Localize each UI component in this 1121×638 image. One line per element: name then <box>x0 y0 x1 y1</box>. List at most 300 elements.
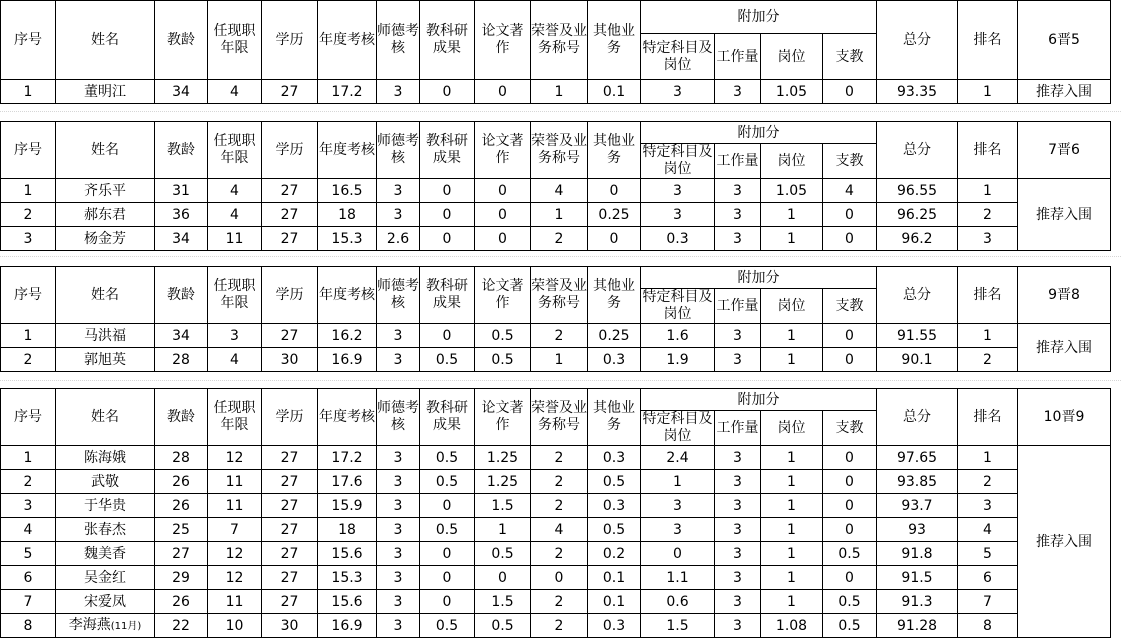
cell-seq[interactable]: 8 <box>1 614 56 638</box>
cell-teaching-years[interactable]: 29 <box>155 566 208 590</box>
cell-position-years[interactable]: 12 <box>208 542 262 566</box>
cell-other[interactable]: 0.3 <box>588 494 641 518</box>
cell-papers[interactable]: 1.25 <box>475 470 531 494</box>
cell-bonus-post[interactable]: 1.05 <box>761 179 823 203</box>
cell-education[interactable]: 27 <box>262 227 318 251</box>
header-bonus-support[interactable]: 支教 <box>823 411 877 446</box>
header-ethics-review[interactable]: 师德考核 <box>377 1 420 80</box>
cell-education[interactable]: 27 <box>262 590 318 614</box>
header-seq[interactable]: 序号 <box>1 122 56 179</box>
cell-total[interactable]: 97.65 <box>877 446 958 470</box>
header-papers[interactable]: 论文著作 <box>475 267 531 324</box>
cell-bonus-workload[interactable]: 3 <box>715 542 761 566</box>
cell-bonus-post[interactable]: 1 <box>761 446 823 470</box>
cell-other[interactable]: 0.3 <box>588 348 641 372</box>
cell-total[interactable]: 91.5 <box>877 566 958 590</box>
cell-papers[interactable]: 0.5 <box>475 324 531 348</box>
cell-total[interactable]: 93.7 <box>877 494 958 518</box>
header-bonus-support[interactable]: 支教 <box>823 289 877 324</box>
header-annual-review[interactable]: 年度考核 <box>318 122 377 179</box>
cell-teaching-years[interactable]: 31 <box>155 179 208 203</box>
cell-other[interactable]: 0.25 <box>588 203 641 227</box>
cell-annual-review[interactable]: 16.2 <box>318 324 377 348</box>
cell-honors[interactable]: 1 <box>531 203 588 227</box>
header-honors[interactable]: 荣誉及业务称号 <box>531 122 588 179</box>
cell-research[interactable]: 0 <box>420 590 475 614</box>
cell-bonus-subject[interactable]: 3 <box>641 203 715 227</box>
cell-rank[interactable]: 3 <box>958 227 1018 251</box>
cell-bonus-workload[interactable]: 3 <box>715 324 761 348</box>
cell-rank[interactable]: 6 <box>958 566 1018 590</box>
cell-position-years[interactable]: 12 <box>208 566 262 590</box>
header-bonus-subject[interactable]: 特定科目及岗位 <box>642 289 713 322</box>
cell-name[interactable] <box>56 80 155 104</box>
cell-seq[interactable]: 3 <box>1 494 56 518</box>
cell-annual-review[interactable]: 17.6 <box>318 470 377 494</box>
cell-bonus-workload[interactable]: 3 <box>715 227 761 251</box>
cell-other[interactable]: 0.3 <box>588 614 641 638</box>
cell-name[interactable] <box>56 566 155 590</box>
cell-annual-review[interactable]: 17.2 <box>318 446 377 470</box>
cell-bonus-post[interactable]: 1 <box>761 590 823 614</box>
recommend-note[interactable]: 推荐入围 <box>1018 80 1111 104</box>
cell-research[interactable]: 0 <box>420 324 475 348</box>
cell-bonus-workload[interactable]: 3 <box>715 494 761 518</box>
cell-honors[interactable]: 1 <box>531 348 588 372</box>
cell-teaching-years[interactable]: 26 <box>155 494 208 518</box>
cell-education[interactable]: 27 <box>262 179 318 203</box>
header-papers[interactable]: 论文著作 <box>475 389 531 446</box>
header-position-years[interactable]: 任现职年限 <box>208 122 262 179</box>
cell-papers[interactable]: 1.5 <box>475 494 531 518</box>
header-education[interactable]: 学历 <box>262 122 318 179</box>
cell-education[interactable]: 27 <box>262 324 318 348</box>
cell-papers[interactable]: 1.25 <box>475 446 531 470</box>
cell-name[interactable] <box>56 324 155 348</box>
header-teaching-years[interactable]: 教龄 <box>155 122 208 179</box>
cell-name[interactable] <box>56 590 155 614</box>
cell-bonus-subject[interactable]: 3 <box>641 518 715 542</box>
cell-research[interactable]: 0.5 <box>420 446 475 470</box>
cell-bonus-support[interactable]: 0 <box>823 80 877 104</box>
header-research[interactable]: 教科研成果 <box>420 389 475 446</box>
header-papers[interactable]: 论文著作 <box>475 1 531 80</box>
header-other[interactable]: 其他业务 <box>588 122 641 179</box>
cell-honors[interactable]: 0 <box>531 566 588 590</box>
cell-annual-review[interactable]: 15.6 <box>318 590 377 614</box>
cell-teaching-years[interactable]: 22 <box>155 614 208 638</box>
cell-research[interactable]: 0.5 <box>420 470 475 494</box>
cell-name[interactable] <box>56 179 155 203</box>
cell-name[interactable] <box>56 494 155 518</box>
cell-papers[interactable]: 0 <box>475 566 531 590</box>
cell-bonus-subject[interactable]: 1.6 <box>641 324 715 348</box>
cell-rank[interactable]: 2 <box>958 470 1018 494</box>
cell-ethics-review[interactable]: 3 <box>377 590 420 614</box>
header-bonus-subject[interactable]: 特定科目及岗位 <box>641 34 715 80</box>
header-education[interactable]: 学历 <box>262 1 318 80</box>
cell-annual-review[interactable]: 17.2 <box>318 80 377 104</box>
cell-teaching-years[interactable]: 26 <box>155 590 208 614</box>
cell-papers[interactable]: 0 <box>475 80 531 104</box>
cell-seq[interactable]: 1 <box>1 179 56 203</box>
cell-bonus-subject[interactable]: 1.9 <box>641 348 715 372</box>
cell-teaching-years[interactable]: 28 <box>155 348 208 372</box>
cell-research[interactable]: 0.5 <box>420 614 475 638</box>
cell-position-years[interactable]: 11 <box>208 590 262 614</box>
cell-ethics-review[interactable]: 3 <box>377 348 420 372</box>
cell-total[interactable]: 91.28 <box>877 614 958 638</box>
cell-honors[interactable]: 2 <box>531 494 588 518</box>
cell-honors[interactable]: 2 <box>531 470 588 494</box>
recommend-note[interactable]: 推荐入围 <box>1018 446 1111 638</box>
cell-ethics-review[interactable]: 3 <box>377 470 420 494</box>
cell-education[interactable]: 27 <box>262 470 318 494</box>
header-bonus-workload[interactable]: 工作量 <box>715 144 761 179</box>
quota-label[interactable]: 9晋8 <box>1018 267 1111 324</box>
quota-label[interactable]: 10晋9 <box>1018 389 1111 446</box>
cell-bonus-workload[interactable]: 3 <box>715 179 761 203</box>
header-name[interactable]: 姓名 <box>56 1 155 80</box>
cell-bonus-support[interactable]: 0 <box>823 470 877 494</box>
cell-honors[interactable]: 4 <box>531 518 588 542</box>
header-annual-review[interactable]: 年度考核 <box>318 389 377 446</box>
cell-bonus-post[interactable]: 1 <box>761 494 823 518</box>
cell-research[interactable]: 0.5 <box>420 348 475 372</box>
header-honors[interactable]: 荣誉及业务称号 <box>531 1 588 80</box>
header-research[interactable]: 教科研成果 <box>420 267 475 324</box>
cell-bonus-support[interactable]: 0.5 <box>823 542 877 566</box>
cell-honors[interactable]: 2 <box>531 227 588 251</box>
cell-position-years[interactable]: 11 <box>208 494 262 518</box>
cell-seq[interactable]: 7 <box>1 590 56 614</box>
cell-annual-review[interactable]: 16.9 <box>318 614 377 638</box>
header-annual-review[interactable]: 年度考核 <box>318 267 377 324</box>
header-bonus-post[interactable]: 岗位 <box>761 34 823 80</box>
cell-research[interactable]: 0.5 <box>420 518 475 542</box>
header-other[interactable]: 其他业务 <box>588 389 641 446</box>
cell-bonus-workload[interactable]: 3 <box>715 470 761 494</box>
cell-position-years[interactable]: 12 <box>208 446 262 470</box>
cell-bonus-subject[interactable]: 0.6 <box>641 590 715 614</box>
header-total[interactable]: 总分 <box>877 122 958 179</box>
header-papers[interactable]: 论文著作 <box>475 122 531 179</box>
cell-research[interactable]: 0 <box>420 80 475 104</box>
cell-bonus-support[interactable]: 0 <box>823 227 877 251</box>
cell-papers[interactable]: 0.5 <box>475 614 531 638</box>
cell-name[interactable] <box>56 348 155 372</box>
cell-bonus-subject[interactable]: 3 <box>641 80 715 104</box>
cell-rank[interactable]: 1 <box>958 324 1018 348</box>
cell-total[interactable]: 93.85 <box>877 470 958 494</box>
cell-position-years[interactable]: 4 <box>208 80 262 104</box>
cell-position-years[interactable]: 7 <box>208 518 262 542</box>
cell-teaching-years[interactable]: 34 <box>155 324 208 348</box>
cell-position-years[interactable]: 4 <box>208 348 262 372</box>
header-other[interactable]: 其他业务 <box>588 267 641 324</box>
cell-total[interactable]: 96.2 <box>877 227 958 251</box>
cell-bonus-post[interactable]: 1 <box>761 470 823 494</box>
cell-papers[interactable]: 1 <box>475 518 531 542</box>
header-seq[interactable]: 序号 <box>1 267 56 324</box>
cell-education[interactable]: 27 <box>262 542 318 566</box>
cell-annual-review[interactable]: 18 <box>318 203 377 227</box>
cell-name[interactable] <box>56 614 155 638</box>
cell-bonus-support[interactable]: 0 <box>823 566 877 590</box>
header-rank[interactable]: 排名 <box>958 122 1018 179</box>
cell-papers[interactable]: 0 <box>475 227 531 251</box>
header-education[interactable]: 学历 <box>262 267 318 324</box>
header-honors[interactable]: 荣誉及业务称号 <box>531 267 588 324</box>
header-name[interactable]: 姓名 <box>56 389 155 446</box>
cell-name[interactable] <box>56 203 155 227</box>
header-bonus-group[interactable]: 附加分 <box>641 122 877 144</box>
cell-other[interactable]: 0.1 <box>588 80 641 104</box>
cell-honors[interactable]: 2 <box>531 542 588 566</box>
cell-seq[interactable]: 4 <box>1 518 56 542</box>
header-bonus-group[interactable]: 附加分 <box>641 1 877 34</box>
cell-bonus-post[interactable]: 1 <box>761 518 823 542</box>
cell-bonus-support[interactable]: 0 <box>823 494 877 518</box>
cell-ethics-review[interactable]: 3 <box>377 494 420 518</box>
cell-rank[interactable]: 1 <box>958 80 1018 104</box>
cell-research[interactable]: 0 <box>420 203 475 227</box>
cell-ethics-review[interactable]: 3 <box>377 566 420 590</box>
cell-bonus-post[interactable]: 1 <box>761 566 823 590</box>
cell-education[interactable]: 27 <box>262 566 318 590</box>
cell-bonus-subject[interactable]: 2.4 <box>641 446 715 470</box>
cell-other[interactable]: 0.1 <box>588 566 641 590</box>
header-name[interactable]: 姓名 <box>56 267 155 324</box>
cell-seq[interactable]: 1 <box>1 324 56 348</box>
cell-bonus-workload[interactable]: 3 <box>715 348 761 372</box>
cell-other[interactable]: 0.5 <box>588 470 641 494</box>
header-bonus-workload[interactable]: 工作量 <box>715 289 761 324</box>
header-rank[interactable]: 排名 <box>958 389 1018 446</box>
cell-bonus-post[interactable]: 1 <box>761 348 823 372</box>
cell-bonus-post[interactable]: 1 <box>761 324 823 348</box>
recommend-note[interactable]: 推荐入围 <box>1018 324 1111 372</box>
cell-bonus-workload[interactable]: 3 <box>715 518 761 542</box>
cell-bonus-workload[interactable]: 3 <box>715 566 761 590</box>
cell-papers[interactable]: 0.5 <box>475 542 531 566</box>
recommend-note[interactable]: 推荐入围 <box>1018 179 1111 251</box>
cell-teaching-years[interactable]: 34 <box>155 227 208 251</box>
cell-bonus-subject[interactable]: 3 <box>641 179 715 203</box>
header-position-years[interactable]: 任现职年限 <box>208 267 262 324</box>
header-bonus-subject[interactable]: 特定科目及岗位 <box>642 144 713 177</box>
cell-rank[interactable]: 4 <box>958 518 1018 542</box>
cell-seq[interactable]: 1 <box>1 446 56 470</box>
cell-honors[interactable]: 2 <box>531 446 588 470</box>
header-teaching-years[interactable]: 教龄 <box>155 267 208 324</box>
cell-teaching-years[interactable]: 34 <box>155 80 208 104</box>
header-name[interactable]: 姓名 <box>56 122 155 179</box>
cell-name[interactable] <box>56 470 155 494</box>
header-rank[interactable]: 排名 <box>958 1 1018 80</box>
cell-bonus-workload[interactable]: 3 <box>715 590 761 614</box>
cell-name[interactable] <box>56 542 155 566</box>
cell-research[interactable]: 0 <box>420 179 475 203</box>
header-teaching-years[interactable]: 教龄 <box>155 1 208 80</box>
cell-education[interactable]: 30 <box>262 614 318 638</box>
cell-honors[interactable]: 1 <box>531 80 588 104</box>
cell-seq[interactable]: 5 <box>1 542 56 566</box>
header-position-years[interactable]: 任现职年限 <box>208 389 262 446</box>
cell-bonus-support[interactable]: 0 <box>823 518 877 542</box>
cell-bonus-support[interactable]: 0 <box>823 348 877 372</box>
header-bonus-post[interactable]: 岗位 <box>761 144 823 179</box>
cell-other[interactable]: 0.3 <box>588 446 641 470</box>
cell-teaching-years[interactable]: 27 <box>155 542 208 566</box>
header-bonus-group[interactable]: 附加分 <box>641 389 877 411</box>
cell-bonus-subject[interactable]: 0.3 <box>641 227 715 251</box>
cell-bonus-subject[interactable]: 3 <box>641 494 715 518</box>
cell-bonus-support[interactable]: 0 <box>823 446 877 470</box>
header-bonus-subject[interactable]: 特定科目及岗位 <box>642 411 713 444</box>
cell-ethics-review[interactable]: 3 <box>377 203 420 227</box>
cell-annual-review[interactable]: 16.5 <box>318 179 377 203</box>
cell-ethics-review[interactable]: 3 <box>377 518 420 542</box>
cell-seq[interactable]: 2 <box>1 470 56 494</box>
cell-annual-review[interactable]: 15.3 <box>318 566 377 590</box>
cell-education[interactable]: 27 <box>262 518 318 542</box>
cell-papers[interactable]: 0 <box>475 179 531 203</box>
cell-education[interactable]: 30 <box>262 348 318 372</box>
cell-ethics-review[interactable]: 3 <box>377 324 420 348</box>
cell-bonus-workload[interactable]: 3 <box>715 446 761 470</box>
cell-total[interactable]: 96.25 <box>877 203 958 227</box>
cell-bonus-post[interactable]: 1.05 <box>761 80 823 104</box>
cell-bonus-subject[interactable]: 0 <box>641 542 715 566</box>
cell-research[interactable]: 0 <box>420 227 475 251</box>
cell-total[interactable]: 90.1 <box>877 348 958 372</box>
cell-rank[interactable]: 1 <box>958 446 1018 470</box>
cell-bonus-support[interactable]: 0.5 <box>823 614 877 638</box>
cell-rank[interactable]: 7 <box>958 590 1018 614</box>
cell-bonus-support[interactable]: 0 <box>823 324 877 348</box>
header-research[interactable]: 教科研成果 <box>420 122 475 179</box>
cell-position-years[interactable]: 4 <box>208 179 262 203</box>
cell-honors[interactable]: 2 <box>531 324 588 348</box>
cell-ethics-review[interactable]: 3 <box>377 446 420 470</box>
cell-annual-review[interactable]: 15.6 <box>318 542 377 566</box>
cell-education[interactable]: 27 <box>262 203 318 227</box>
cell-other[interactable]: 0.1 <box>588 590 641 614</box>
cell-rank[interactable]: 2 <box>958 203 1018 227</box>
cell-annual-review[interactable]: 15.9 <box>318 494 377 518</box>
header-ethics-review[interactable]: 师德考核 <box>377 267 420 324</box>
cell-seq[interactable]: 6 <box>1 566 56 590</box>
cell-bonus-workload[interactable]: 3 <box>715 203 761 227</box>
cell-total[interactable]: 91.55 <box>877 324 958 348</box>
header-bonus-support[interactable]: 支教 <box>823 144 877 179</box>
cell-other[interactable]: 0.5 <box>588 518 641 542</box>
header-bonus-post[interactable]: 岗位 <box>761 289 823 324</box>
header-total[interactable]: 总分 <box>877 267 958 324</box>
cell-other[interactable]: 0.25 <box>588 324 641 348</box>
cell-total[interactable]: 91.3 <box>877 590 958 614</box>
cell-bonus-support[interactable]: 0.5 <box>823 590 877 614</box>
header-rank[interactable]: 排名 <box>958 267 1018 324</box>
cell-research[interactable]: 0 <box>420 494 475 518</box>
cell-bonus-workload[interactable]: 3 <box>715 614 761 638</box>
cell-education[interactable]: 27 <box>262 80 318 104</box>
cell-total[interactable]: 93 <box>877 518 958 542</box>
cell-other[interactable]: 0.2 <box>588 542 641 566</box>
cell-honors[interactable]: 2 <box>531 590 588 614</box>
cell-ethics-review[interactable]: 3 <box>377 179 420 203</box>
cell-ethics-review[interactable]: 3 <box>377 542 420 566</box>
cell-research[interactable]: 0 <box>420 542 475 566</box>
cell-rank[interactable]: 2 <box>958 348 1018 372</box>
cell-bonus-support[interactable]: 4 <box>823 179 877 203</box>
cell-seq[interactable]: 3 <box>1 227 56 251</box>
cell-position-years[interactable]: 3 <box>208 324 262 348</box>
cell-ethics-review[interactable]: 2.6 <box>377 227 420 251</box>
cell-teaching-years[interactable]: 36 <box>155 203 208 227</box>
header-total[interactable]: 总分 <box>877 1 958 80</box>
cell-papers[interactable]: 0.5 <box>475 348 531 372</box>
cell-bonus-subject[interactable]: 1 <box>641 470 715 494</box>
cell-rank[interactable]: 1 <box>958 179 1018 203</box>
header-annual-review[interactable]: 年度考核 <box>318 1 377 80</box>
cell-total[interactable]: 91.8 <box>877 542 958 566</box>
cell-bonus-support[interactable]: 0 <box>823 203 877 227</box>
cell-papers[interactable]: 1.5 <box>475 590 531 614</box>
cell-name[interactable] <box>56 518 155 542</box>
cell-position-years[interactable]: 11 <box>208 470 262 494</box>
cell-teaching-years[interactable]: 25 <box>155 518 208 542</box>
cell-total[interactable]: 96.55 <box>877 179 958 203</box>
cell-bonus-subject[interactable]: 1.1 <box>641 566 715 590</box>
quota-label[interactable]: 6晋5 <box>1018 1 1111 80</box>
header-honors[interactable]: 荣誉及业务称号 <box>531 389 588 446</box>
cell-position-years[interactable]: 4 <box>208 203 262 227</box>
header-bonus-workload[interactable]: 工作量 <box>715 411 761 446</box>
cell-research[interactable]: 0 <box>420 566 475 590</box>
cell-bonus-subject[interactable]: 1.5 <box>641 614 715 638</box>
cell-annual-review[interactable]: 18 <box>318 518 377 542</box>
cell-other[interactable]: 0 <box>588 227 641 251</box>
header-research[interactable]: 教科研成果 <box>420 1 475 80</box>
cell-honors[interactable]: 2 <box>531 614 588 638</box>
cell-total[interactable]: 93.35 <box>877 80 958 104</box>
cell-education[interactable]: 27 <box>262 494 318 518</box>
header-teaching-years[interactable]: 教龄 <box>155 389 208 446</box>
cell-position-years[interactable]: 10 <box>208 614 262 638</box>
cell-teaching-years[interactable]: 28 <box>155 446 208 470</box>
cell-ethics-review[interactable]: 3 <box>377 614 420 638</box>
cell-position-years[interactable]: 11 <box>208 227 262 251</box>
cell-bonus-post[interactable]: 1 <box>761 227 823 251</box>
header-education[interactable]: 学历 <box>262 389 318 446</box>
cell-education[interactable]: 27 <box>262 446 318 470</box>
header-total[interactable]: 总分 <box>877 389 958 446</box>
cell-annual-review[interactable]: 15.3 <box>318 227 377 251</box>
header-ethics-review[interactable]: 师德考核 <box>377 389 420 446</box>
cell-name[interactable] <box>56 227 155 251</box>
cell-annual-review[interactable]: 16.9 <box>318 348 377 372</box>
header-position-years[interactable]: 任现职年限 <box>208 1 262 80</box>
cell-seq[interactable]: 1 <box>1 80 56 104</box>
cell-bonus-post[interactable]: 1 <box>761 542 823 566</box>
cell-bonus-post[interactable]: 1.08 <box>761 614 823 638</box>
cell-bonus-workload[interactable]: 3 <box>715 80 761 104</box>
cell-bonus-post[interactable]: 1 <box>761 203 823 227</box>
cell-seq[interactable]: 2 <box>1 203 56 227</box>
cell-teaching-years[interactable]: 26 <box>155 470 208 494</box>
